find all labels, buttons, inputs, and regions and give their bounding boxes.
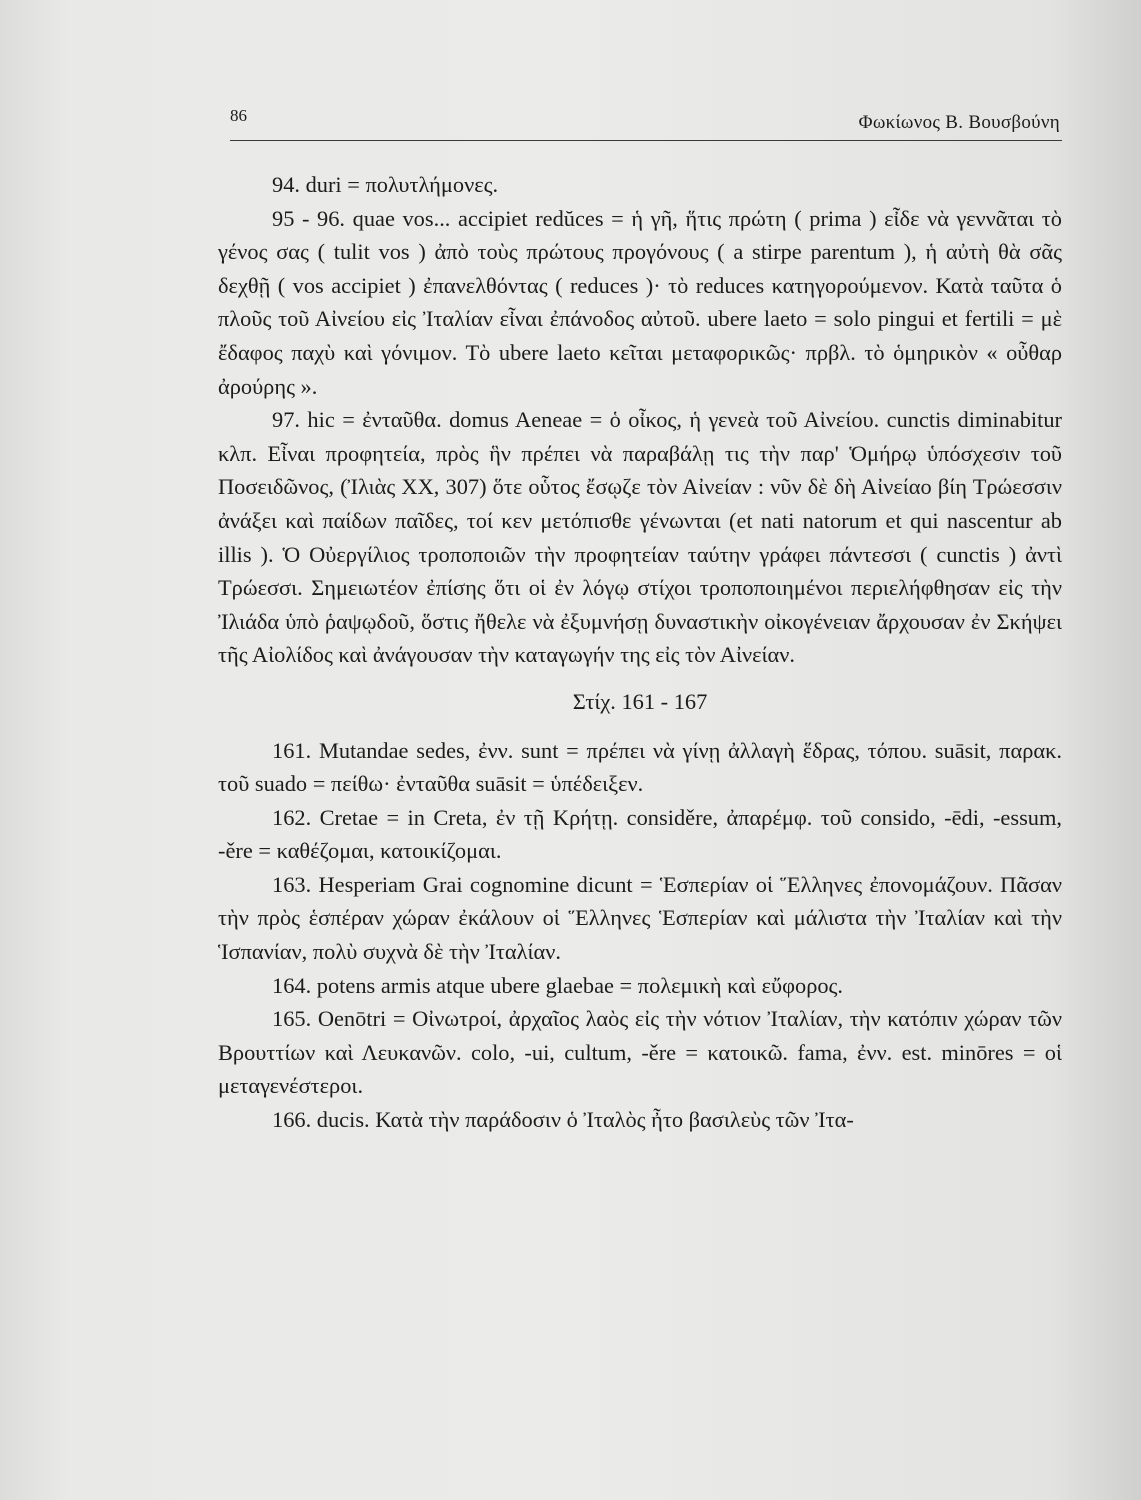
section-heading: Στίχ. 161 - 167 (572, 688, 708, 714)
paragraph-note-165: 165. Oenōtri = Οἰνωτροί, ἀρχαῖος λαὸς εἰς τὴν νότιον Ἰταλίαν, τὴν κατόπιν χώραν τῶν Βρουττίων καὶ Λευκανῶν. colo, -ui, cultum, -ěre = κατοικῶ. fama, ἐνν. est. minōres = οἱ μεταγενέστεροι. (218, 1006, 1062, 1099)
body-text (218, 168, 1062, 1137)
paragraph-note-161: 161. Mutandae sedes, ἐνν. sunt = πρέπει νὰ γίνῃ ἀλλαγὴ ἕδρας, τόπου. suāsit, παρακ. τοῦ suado = πείθω· ἐνταῦθα suāsit = ὑπέδειξεν. (218, 737, 1062, 797)
running-head: Φωκίωνος Β. Βουσβούνη (858, 112, 1060, 133)
paragraph-note-166: 166. ducis. Κατὰ τὴν παράδοσιν ὁ Ἰταλὸς ἦτο βασιλεὺς τῶν Ἰτα- (272, 1107, 854, 1133)
page-number: 86 (230, 106, 247, 125)
paragraph-note-94: 94. duri = πολυτλήμονες. (272, 172, 499, 197)
paragraph-note-163: 163. Hesperiam Grai cognomine dicunt = Ἑσπερίαν οἱ Ἕλληνες ἐπονομάζουν. Πᾶσαν τὴν πρὸς ἑσπέραν χώραν ἐκάλουν οἱ Ἕλληνες Ἑσπερίαν καὶ μάλιστα τὴν Ἰταλίαν καὶ τὴν Ἱσπανίαν, πολὺ συχνὰ δὲ τὴν Ἰταλίαν. (218, 871, 1062, 965)
page-header (230, 100, 1062, 141)
paragraph-note-95-96: 95 - 96. quae vos... accipiet redŭces = ἡ γῆ, ἥτις πρώτη ( prima ) εἶδε νὰ γεννᾶται τὸ γένος σας ( tulit vos ) ἀπὸ τοὺς πρώτους προγόνους ( a stirpe parentum ), ἡ αὐτὴ θὰ σᾶς δεχθῇ ( vos accipiet ) ἐπανελθόντας ( reduces )· τὸ reduces κατηγορούμενον. Κατὰ ταῦτα ὁ πλοῦς τοῦ Αἰνείου εἰς Ἰταλίαν εἶναι ἐπάνοδος αὐτοῦ. ubere laeto = solo pingui et fertili = μὲ ἔδαφος παχὺ καὶ γόνιμον. Τὸ ubere laeto κεῖται μεταφορικῶς· πρβλ. τὸ ὁμηρικὸν « οὖθαρ ἀρούρης ». (218, 205, 1062, 399)
paragraph-note-97: 97. hic = ἐνταῦθα. domus Aeneae = ὁ οἶκος, ἡ γενεὰ τοῦ Αἰνείου. cunctis diminabitur κλπ. Εἶναι προφητεία, πρὸς ἣν πρέπει νὰ παραβάλῃ τις τὴν παρ' Ὁμήρῳ ὑπόσχεσιν τοῦ Ποσειδῶνος, (Ἰλιὰς ΧΧ, 307) ὅτε οὗτος ἔσῳζε τὸν Αἰνείαν : νῦν δὲ δὴ Αἰνείαο βίη Τρώεσσιν ἀνάξει καὶ παίδων παῖδες, τοί κεν μετόπισθε γένωνται (et nati natorum et qui nascentur ab illis ). Ὁ Οὐεργίλιος τροποποιῶν τὴν προφητείαν ταύτην γράφει πάντεσσι ( cunctis ) ἀντὶ Τρώεσσι. Σημειωτέον ἐπίσης ὅτι οἱ ἐν λόγῳ στίχοι τροποποιημένοι περιελήφθησαν εἰς τὴν Ἰλιάδα ὑπὸ ῥαψῳδοῦ, ὅστις ἤθελε νὰ ἐξυμνήσῃ δυναστικὴν οἰκογένειαν ἄρχουσαν ἐν Σκήψει τῆς Αἰολίδος καὶ ἀνάγουσαν τὴν καταγωγήν της εἰς τὸν Αἰνείαν. (218, 407, 1062, 668)
paragraph-note-164: 164. potens armis atque ubere glaebae = πολεμικὴ καὶ εὔφορος. (272, 972, 844, 998)
paragraph-note-162: 162. Cretae = in Creta, ἐν τῇ Κρήτῃ. considěre, ἀπαρέμφ. τοῦ consido, -ēdi, -essum, -ěre = καθέζομαι, κατοικίζομαι. (218, 804, 1062, 864)
